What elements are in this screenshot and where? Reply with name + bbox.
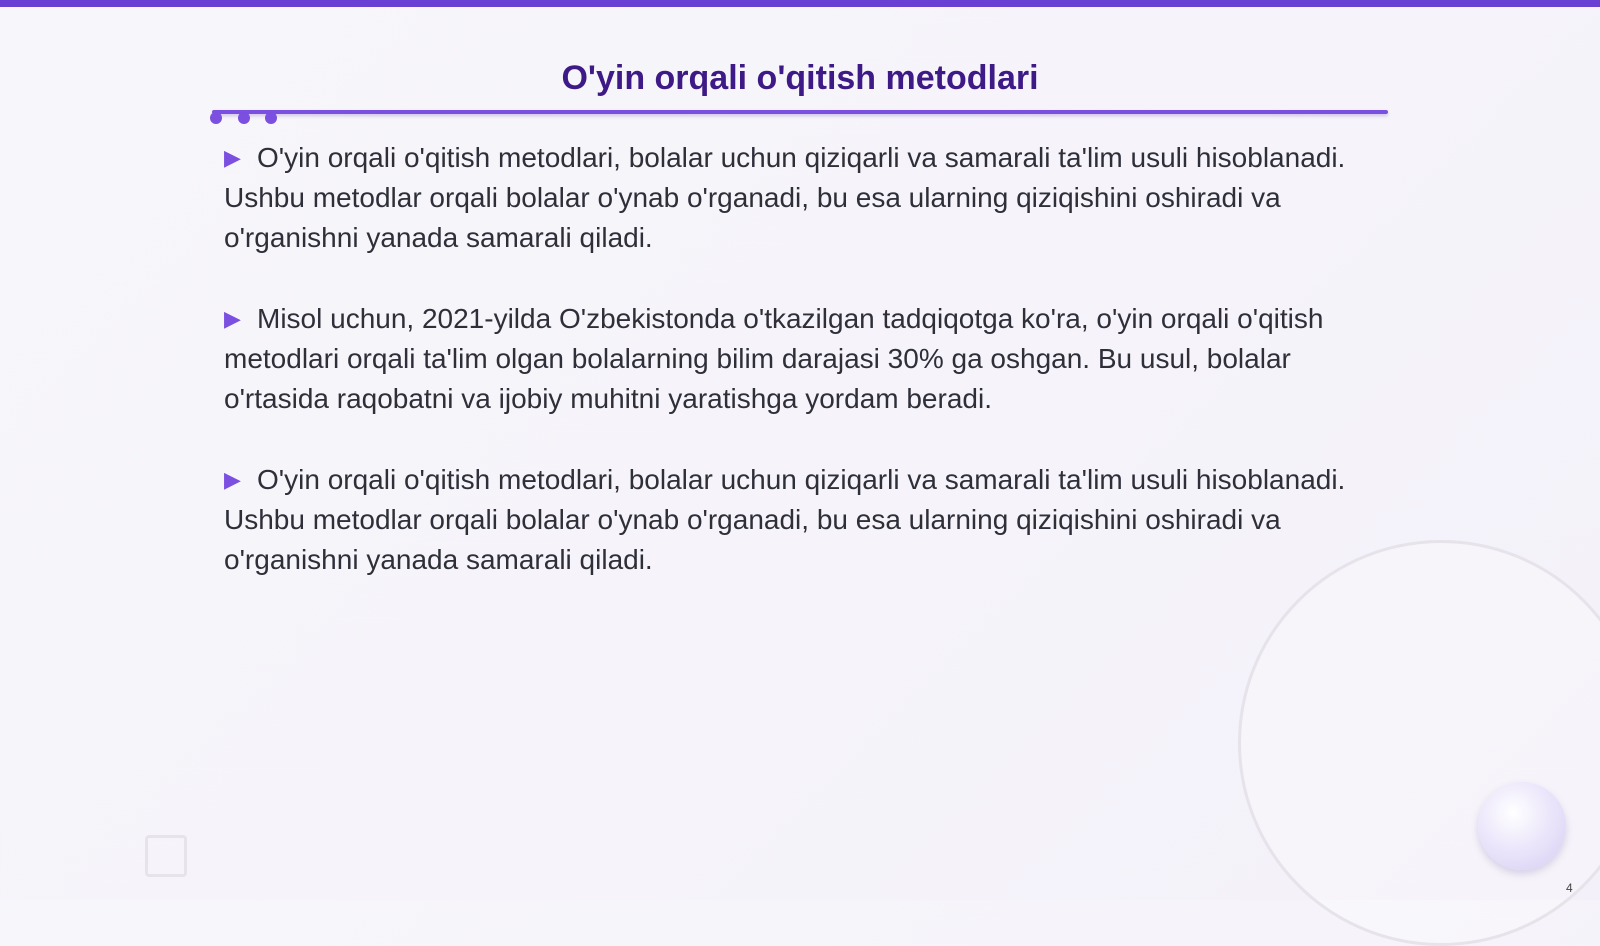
bullet-paragraph (224, 299, 1354, 419)
paragraph-text: Misol uchun, 2021-yilda O'zbekistonda o'tkazilgan tadqiqotga ko'ra, o'yin orqali o'qitish metodlari orqali ta'lim olgan bolalarning bilim darajasi 30% ga oshgan. Bu usul, bolalar o'rtasida raqobatni va ijobiy muhitni yaratishga yordam beradi. (224, 303, 1324, 414)
top-accent-bar (0, 0, 1600, 7)
bullet-paragraph (224, 460, 1354, 580)
bullet-paragraph (224, 138, 1354, 258)
decorative-sphere (1478, 782, 1566, 870)
underline-dot (238, 112, 250, 124)
triangle-bullet-icon: ▶ (224, 467, 241, 492)
decorative-square-outline (145, 835, 187, 877)
triangle-bullet-icon: ▶ (224, 145, 241, 170)
paragraph-text: O'yin orqali o'qitish metodlari, bolalar uchun qiziqarli va samarali ta'lim usuli hisoblanadi. Ushbu metodlar orqali bolalar o'ynab o'rganadi, bu esa ularning qiziqishini oshiradi va o'rganishni yanada samarali qiladi. (224, 464, 1346, 575)
slide-title: O'yin orqali o'qitish metodlari (561, 59, 1039, 97)
triangle-bullet-icon: ▶ (224, 306, 241, 331)
slide-body (224, 138, 1354, 621)
underline-dot (265, 112, 277, 124)
underline-dot (210, 112, 222, 124)
page-number: 4 (1566, 881, 1573, 895)
paragraph-text: O'yin orqali o'qitish metodlari, bolalar uchun qiziqarli va samarali ta'lim usuli hisoblanadi. Ushbu metodlar orqali bolalar o'ynab o'rganadi, bu esa ularning qiziqishini oshiradi va o'rganishni yanada samarali qiladi. (224, 142, 1346, 253)
title-underline (212, 110, 1388, 114)
